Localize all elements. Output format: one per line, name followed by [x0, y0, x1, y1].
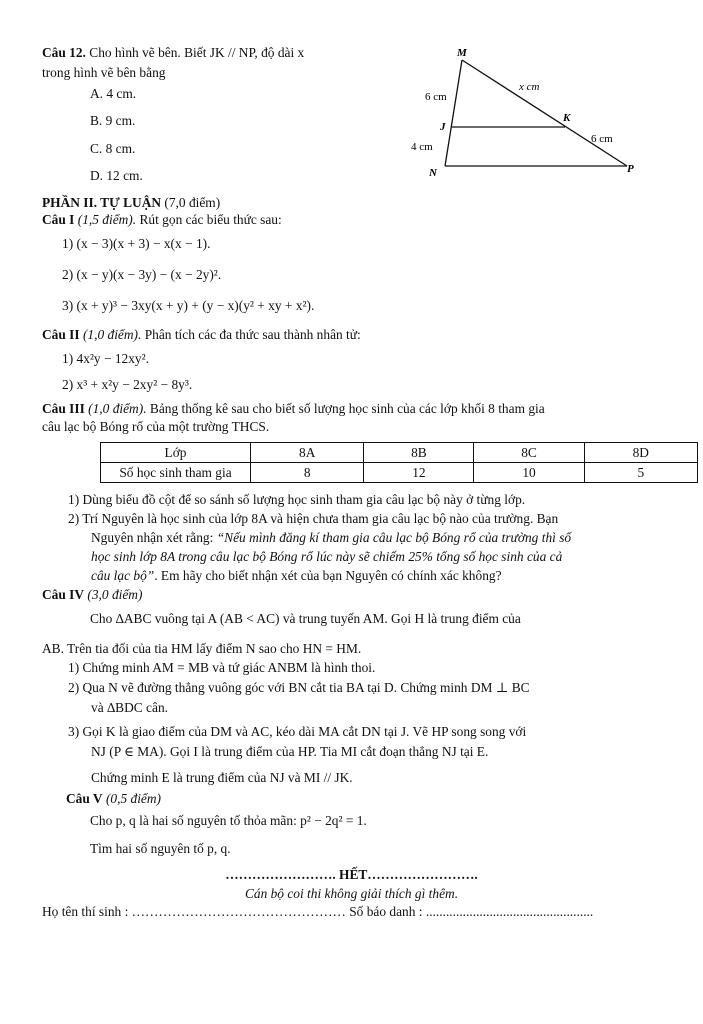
table-cell: 12 — [364, 463, 474, 483]
table-row — [101, 463, 698, 483]
label-m: M — [457, 47, 467, 59]
q12-option-d: D. 12 cm. — [90, 168, 143, 183]
length-jn: 4 cm — [411, 141, 433, 153]
c3-text1: Bảng thống kê sau cho biết số lượng học sinh của các lớp khối 8 tham gia — [149, 401, 545, 416]
length-mj: 6 cm — [425, 91, 447, 103]
c2-item-1: 1) 4x²y − 12xy². — [62, 351, 149, 366]
c4-item-2a: 2) Qua N vẽ đường thẳng vuông góc với BN cắt tia BA tại D. Chứng minh DM ⊥ BC — [68, 680, 530, 695]
c4-item-3b: NJ (P ∈ MA). Gọi I là trung điểm của HP. Tia MI cắt đoạn thẳng NJ tại E. — [91, 744, 489, 759]
table-cell: 8 — [251, 463, 364, 483]
candidate-info: Họ tên thí sinh : ………………………………………… Số báo danh : .................................................. — [42, 904, 594, 919]
label-k: K — [563, 112, 571, 124]
q12-option-a: A. 4 cm. — [90, 86, 137, 101]
c1-item-1: 1) (x − 3)(x + 3) − x(x − 1). — [62, 236, 211, 251]
c2-text: Phân tích các đa thức sau thành nhân tử: — [144, 327, 361, 342]
table-cell: 8D — [584, 443, 697, 463]
table-cell: 5 — [584, 463, 697, 483]
q12-stem2: trong hình vẽ bên bằng — [42, 65, 166, 80]
segment-mp — [462, 60, 627, 166]
label-n: N — [429, 167, 437, 179]
length-kp: 6 cm — [591, 133, 613, 145]
c1-text: Rút gọn các biểu thức sau: — [139, 212, 282, 227]
c1-item-3: 3) (x + y)³ − 3xy(x + y) + (y − x)(y² + xy + x²). — [62, 298, 315, 313]
c3-item-2-line1: 2) Trí Nguyên là học sinh của lớp 8A và hiện chưa tham gia câu lạc bộ nào của trường. Bạn — [68, 511, 559, 526]
c2-item-2: 2) x³ + x²y − 2xy² − 8y³. — [62, 377, 193, 392]
c1-item-2: 2) (x − y)(x − 3y) − (x − 2y)². — [62, 267, 222, 282]
q12-option-c: C. 8 cm. — [90, 141, 136, 156]
part2-title: PHẦN II. TỰ LUẬN — [42, 195, 162, 210]
c5-heading — [66, 790, 161, 808]
proctor-note: Cán bộ coi thi không giải thích gì thêm. — [244, 886, 459, 901]
c3-label: Câu III — [42, 401, 85, 416]
q12-option-b: B. 9 cm. — [90, 113, 136, 128]
c4-label: Câu IV — [42, 587, 85, 602]
length-mk: x cm — [519, 81, 540, 93]
c3-item-2-quote-c: câu lạc bộ” — [91, 568, 155, 583]
c1-label: Câu I — [42, 212, 75, 227]
c3-item-2-question: . Em hãy cho biết nhận xét của bạn Nguyên có chính xác không? — [154, 568, 502, 583]
c5-text1: Cho p, q là hai số nguyên tố thỏa mãn: p² − 2q² = 1. — [90, 813, 367, 828]
c4-item-3c: Chứng minh E là trung điểm của NJ và MI // JK. — [91, 770, 353, 785]
label-p: P — [627, 163, 634, 175]
c5-text2: Tìm hai số nguyên tố p, q. — [90, 841, 231, 856]
c3-item-2-line2a: Nguyên nhận xét rằng: — [91, 530, 217, 545]
q12-line1 — [42, 44, 304, 62]
c4-item-3a: 3) Gọi K là giao điểm của DM và AC, kéo dài MA cắt DN tại J. Vẽ HP song song với — [68, 724, 527, 739]
c2-heading — [42, 326, 361, 344]
table-cell: 8A — [251, 443, 364, 463]
c3-item-2-quote-a: “Nếu mình đăng kí tham gia câu lạc bộ Bóng rổ của trường thì số — [216, 530, 572, 545]
c1-points: (1,5 điểm). — [77, 212, 137, 227]
c5-label: Câu V — [66, 791, 103, 806]
label-j: J — [440, 121, 446, 133]
table-cell: Lớp — [101, 443, 251, 463]
triangle-figure — [405, 42, 645, 182]
c2-label: Câu II — [42, 327, 80, 342]
c4-intro2: AB. Trên tia đối của tia HM lấy điểm N sao cho HN = HM. — [42, 641, 362, 656]
c4-heading — [42, 586, 142, 604]
c3-item-2-line2 — [91, 529, 571, 547]
c2-points: (1,0 điểm). — [82, 327, 142, 342]
c3-item-2-line3 — [91, 548, 562, 566]
c4-item-2b: và ∆BDC cân. — [91, 700, 168, 715]
c4-item-1: 1) Chứng minh AM = MB và tứ giác ANBM là hình thoi. — [68, 660, 376, 675]
table-cell: 8B — [364, 443, 474, 463]
c3-text2: câu lạc bộ Bóng rổ của một trường THCS. — [42, 419, 270, 434]
q12-label: Câu 12. — [42, 45, 86, 60]
table-cell: Số học sinh tham gia — [101, 463, 251, 483]
c3-item-2-line4 — [91, 567, 502, 585]
stats-table — [100, 442, 698, 483]
table-cell: 8C — [474, 443, 584, 463]
c4-points: (3,0 điểm) — [87, 587, 143, 602]
c3-points: (1,0 điểm). — [88, 401, 147, 416]
table-row — [101, 443, 698, 463]
table-cell: 10 — [474, 463, 584, 483]
c3-item-1: 1) Dùng biểu đồ cột để so sánh số lượng học sinh tham gia câu lạc bộ này ở từng lớp. — [68, 492, 526, 507]
end-marker: ……………………. HẾT……………………. — [225, 867, 478, 882]
segment-mn — [445, 60, 462, 166]
part2-heading — [42, 194, 220, 212]
c5-points: (0,5 điểm) — [105, 791, 161, 806]
c4-intro1: Cho ∆ABC vuông tại A (AB < AC) và trung tuyến AM. Gọi H là trung điểm của — [90, 611, 521, 626]
c3-heading — [42, 400, 545, 418]
c3-item-2-quote-b: học sinh lớp 8A trong câu lạc bộ Bóng rổ lúc này sẽ chiếm 25% tổng số học sinh của cả — [91, 549, 563, 564]
part2-points: (7,0 điểm) — [164, 195, 221, 210]
c1-heading — [42, 211, 282, 229]
q12-stem1: Cho hình vẽ bên. Biết JK // NP, độ dài x — [89, 45, 305, 60]
